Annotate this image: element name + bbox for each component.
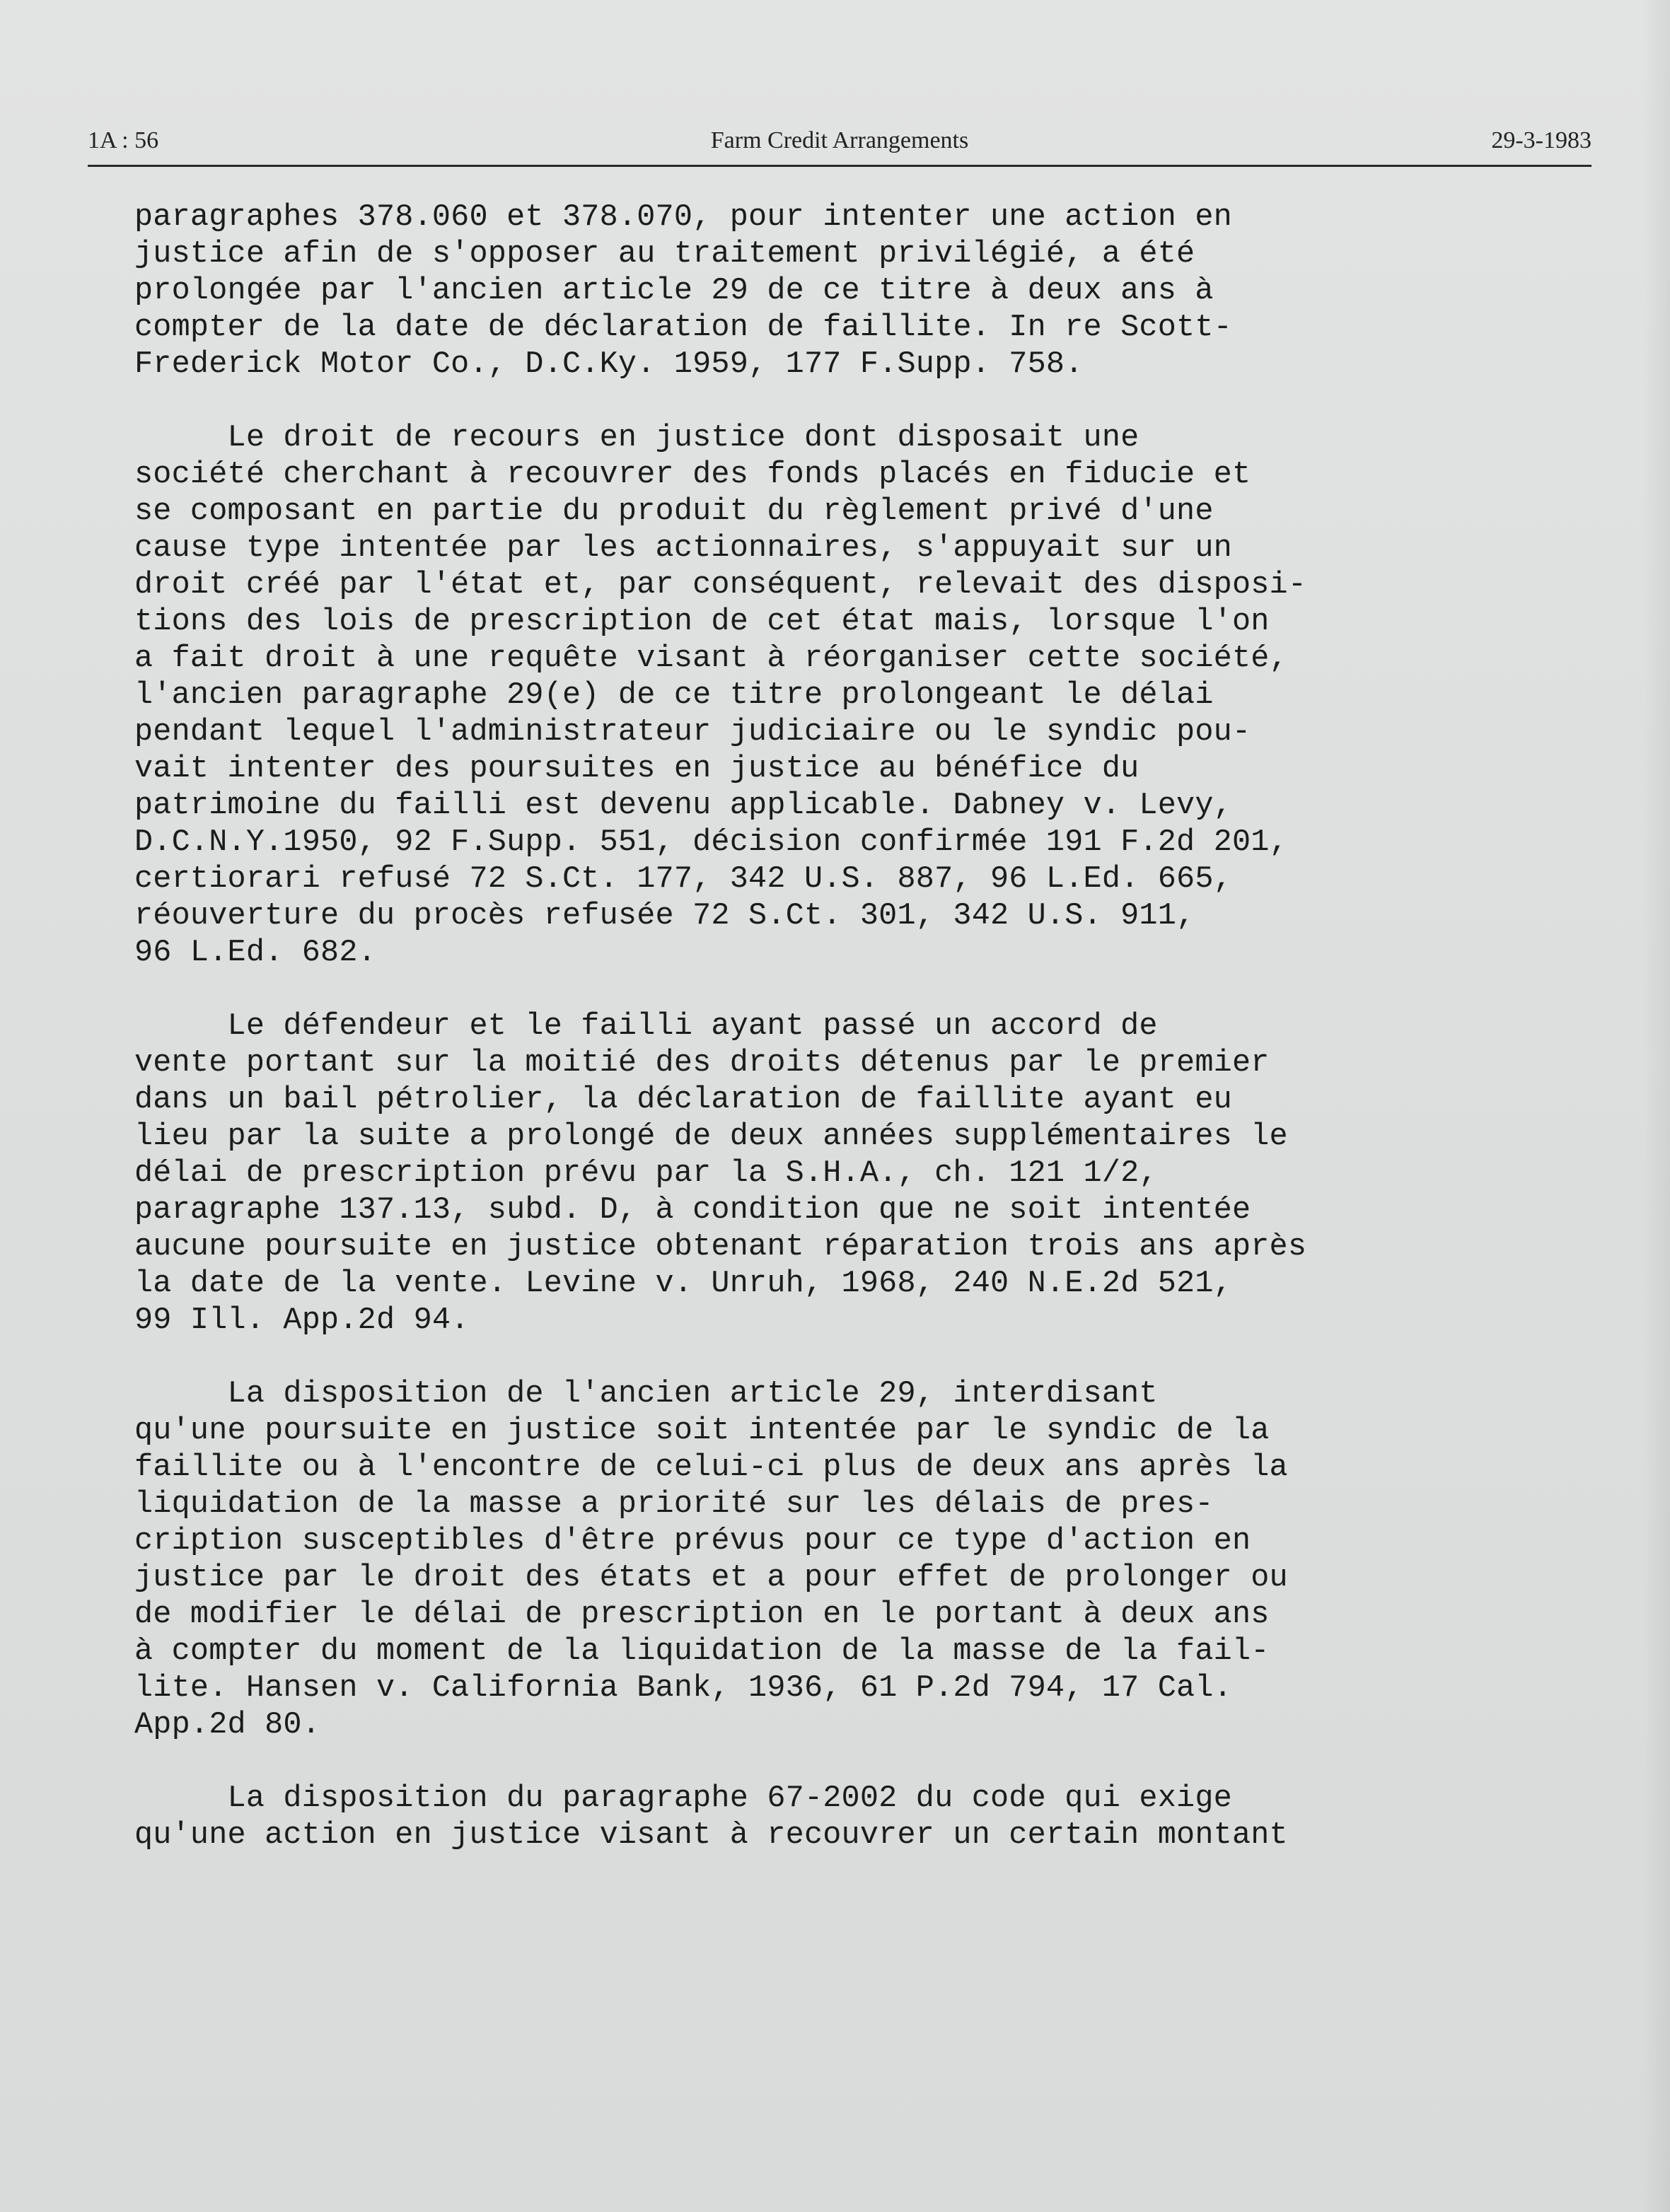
text-line: 99 Ill. App.2d 94. [134, 1303, 470, 1338]
text-line: la date de la vente. Levine v. Unruh, 1968, 240 N.E.2d 521, [134, 1267, 1232, 1301]
text-line: La disposition du paragraphe 67-2002 du code qui exige [134, 1781, 1232, 1816]
header-date: 29-3-1983 [1491, 127, 1591, 153]
text-line: réouverture du procès refusée 72 S.Ct. 301, 342 U.S. 911, [134, 899, 1195, 933]
paragraph-gap [134, 1339, 1591, 1376]
paragraph [134, 420, 1591, 972]
text-line: lite. Hansen v. California Bank, 1936, 61 P.2d 794, 17 Cal. [134, 1671, 1232, 1706]
running-header [88, 127, 1591, 164]
page-edge-shadow [1642, 0, 1670, 2212]
text-line: faillite ou à l'encontre de celui-ci plus de deux ans après la [134, 1450, 1288, 1485]
paragraph [134, 1376, 1591, 1744]
text-line: Le défendeur et le failli ayant passé un accord de [134, 1009, 1158, 1044]
paragraph-gap [134, 383, 1591, 420]
paragraph-gap [134, 1744, 1591, 1781]
text-line: a fait droit à une requête visant à réorganiser cette société, [134, 641, 1288, 676]
text-line: droit créé par l'état et, par conséquent, relevait des disposi- [134, 568, 1307, 603]
text-line: vait intenter des poursuites en justice au bénéfice du [134, 752, 1140, 786]
text-line: qu'une poursuite en justice soit intentée par le syndic de la [134, 1414, 1270, 1448]
text-line: Frederick Motor Co., D.C.Ky. 1959, 177 F.Supp. 758. [134, 347, 1084, 382]
text-line: société cherchant à recouvrer des fonds placés en fiducie et [134, 458, 1251, 492]
text-line: pendant lequel l'administrateur judiciaire ou le syndic pou- [134, 715, 1251, 750]
text-line: prolongée par l'ancien article 29 de ce titre à deux ans à [134, 274, 1214, 308]
text-line: paragraphes 378.060 et 378.070, pour intenter une action en [134, 200, 1232, 235]
body-text [134, 199, 1591, 1854]
text-line: certiorari refusé 72 S.Ct. 177, 342 U.S. 887, 96 L.Ed. 665, [134, 862, 1232, 897]
header-page-number: 1A : 56 [88, 127, 159, 153]
text-line: 96 L.Ed. 682. [134, 936, 376, 970]
text-line: tions des lois de prescription de cet état mais, lorsque l'on [134, 605, 1270, 639]
text-line: justice par le droit des états et a pour effet de prolonger ou [134, 1561, 1288, 1595]
text-line: paragraphe 137.13, subd. D, à condition que ne soit intentée [134, 1193, 1251, 1228]
text-line: vente portant sur la moitié des droits détenus par le premier [134, 1046, 1270, 1081]
text-line: justice afin de s'opposer au traitement privilégié, a été [134, 237, 1195, 272]
paragraph [134, 1008, 1591, 1339]
text-line: de modifier le délai de prescription en le portant à deux ans [134, 1597, 1270, 1632]
paragraph [134, 1781, 1591, 1854]
header-rule [88, 165, 1591, 167]
text-line: liquidation de la masse a priorité sur les délais de pres- [134, 1487, 1214, 1522]
paragraph-gap [134, 972, 1591, 1008]
text-line: compter de la date de déclaration de faillite. In re Scott- [134, 310, 1232, 345]
text-line: cause type intentée par les actionnaires, s'appuyait sur un [134, 531, 1232, 566]
text-line: La disposition de l'ancien article 29, interdisant [134, 1377, 1158, 1411]
text-line: qu'une action en justice visant à recouvrer un certain montant [134, 1818, 1288, 1853]
text-line: aucune poursuite en justice obtenant réparation trois ans après [134, 1230, 1307, 1264]
header-title: Farm Credit Arrangements [710, 127, 969, 153]
text-line: à compter du moment de la liquidation de la masse de la fail- [134, 1634, 1270, 1669]
text-line: dans un bail pétrolier, la déclaration de faillite ayant eu [134, 1083, 1232, 1117]
text-line: patrimoine du failli est devenu applicable. Dabney v. Levy, [134, 788, 1232, 823]
text-line: se composant en partie du produit du règlement privé d'une [134, 494, 1214, 529]
text-line: cription susceptibles d'être prévus pour ce type d'action en [134, 1524, 1251, 1559]
text-line: l'ancien paragraphe 29(e) de ce titre prolongeant le délai [134, 678, 1214, 713]
text-line: Le droit de recours en justice dont disposait une [134, 421, 1140, 455]
text-line: délai de prescription prévu par la S.H.A., ch. 121 1/2, [134, 1156, 1158, 1191]
paragraph [134, 199, 1591, 383]
text-line: lieu par la suite a prolongé de deux années supplémentaires le [134, 1119, 1288, 1154]
text-line: D.C.N.Y.1950, 92 F.Supp. 551, décision confirmée 191 F.2d 201, [134, 825, 1288, 860]
text-line: App.2d 80. [134, 1708, 321, 1742]
